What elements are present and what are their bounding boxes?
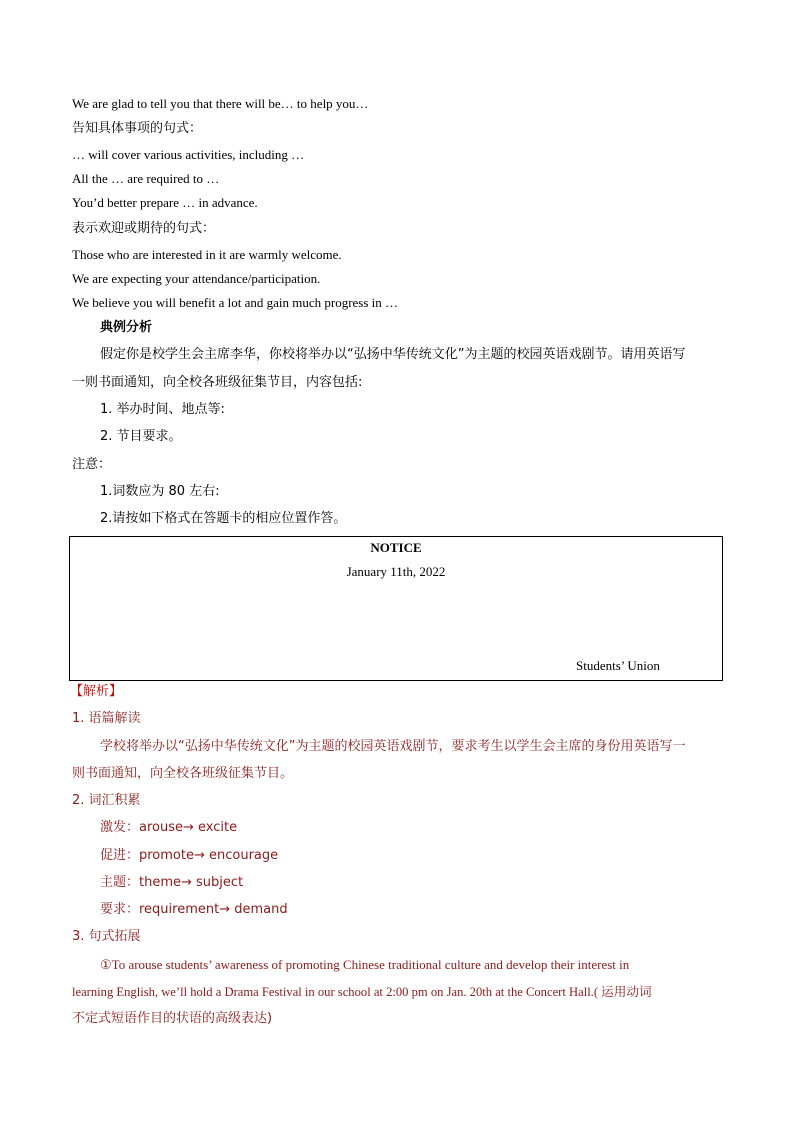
sentence-pattern-line: We believe you will benefit a lot and gain much progress in … — [72, 295, 399, 310]
prompt-line: 假定你是校学生会主席李华，你校将举办以“弘扬中华传统文化”为主题的校园英语戏剧节。请用英语写 — [100, 347, 686, 362]
notice-title: NOTICE — [370, 540, 422, 555]
note-item: 2.请按如下格式在答题卡的相应位置作答。 — [100, 511, 347, 526]
prompt-item: 1. 举办时间、地点等: — [100, 402, 225, 417]
vocab-item: 要求：requirement→ demand — [100, 902, 288, 917]
expansion-sentence: learning English, we’ll hold a Drama Festival in our school at 2:00 pm on Jan. 20th at the Concert Hall.( 运用动词 — [72, 985, 652, 999]
example-heading: 典例分析 — [100, 320, 153, 335]
sentence-pattern-line: We are glad to tell you that there will be… to help you… — [72, 96, 369, 111]
sentence-pattern-line: All the … are required to … — [72, 171, 220, 186]
analysis-text: 学校将举办以“弘扬中华传统文化”为主题的校园英语戏剧节，要求考生以学生会主席的身份用英语写一 — [100, 739, 686, 754]
section-heading: 告知具体事项的句式： — [72, 121, 203, 136]
prompt-line: 一则书面通知，向全校各班级征集节目，内容包括: — [72, 375, 363, 390]
expansion-note: 不定式短语作目的状语的高级表达) — [72, 1011, 273, 1026]
sentence-pattern-line: You’d better prepare … in advance. — [72, 195, 258, 210]
sentence-pattern-line: … will cover various activities, including … — [72, 147, 305, 162]
note-item: 1.词数应为 80 左右: — [100, 484, 220, 499]
notice-template-box — [69, 536, 723, 681]
notice-signature: Students’ Union — [576, 658, 660, 673]
vocab-item: 主题：theme→ subject — [100, 875, 244, 890]
vocab-item: 激发：arouse→ excite — [100, 820, 238, 835]
analysis-text: 则书面通知，向全校各班级征集节目。 — [72, 766, 294, 781]
analysis-section-title: 2. 词汇积累 — [72, 793, 141, 808]
prompt-item: 2. 节目要求。 — [100, 429, 182, 444]
analysis-label: 【解析】 — [70, 684, 123, 699]
expansion-sentence: ①To arouse students’ awareness of promoting Chinese traditional culture and develop their interest in — [100, 957, 630, 972]
notice-date: January 11th, 2022 — [346, 564, 446, 579]
sentence-pattern-line: We are expecting your attendance/participation. — [72, 271, 321, 286]
sentence-pattern-line: Those who are interested in it are warmly welcome. — [72, 247, 342, 262]
analysis-section-title: 3. 句式拓展 — [72, 929, 141, 944]
section-heading: 表示欢迎或期待的句式： — [72, 221, 216, 236]
note-label: 注意： — [72, 457, 112, 472]
analysis-section-title: 1. 语篇解读 — [72, 711, 141, 726]
vocab-item: 促进：promote→ encourage — [100, 848, 279, 863]
